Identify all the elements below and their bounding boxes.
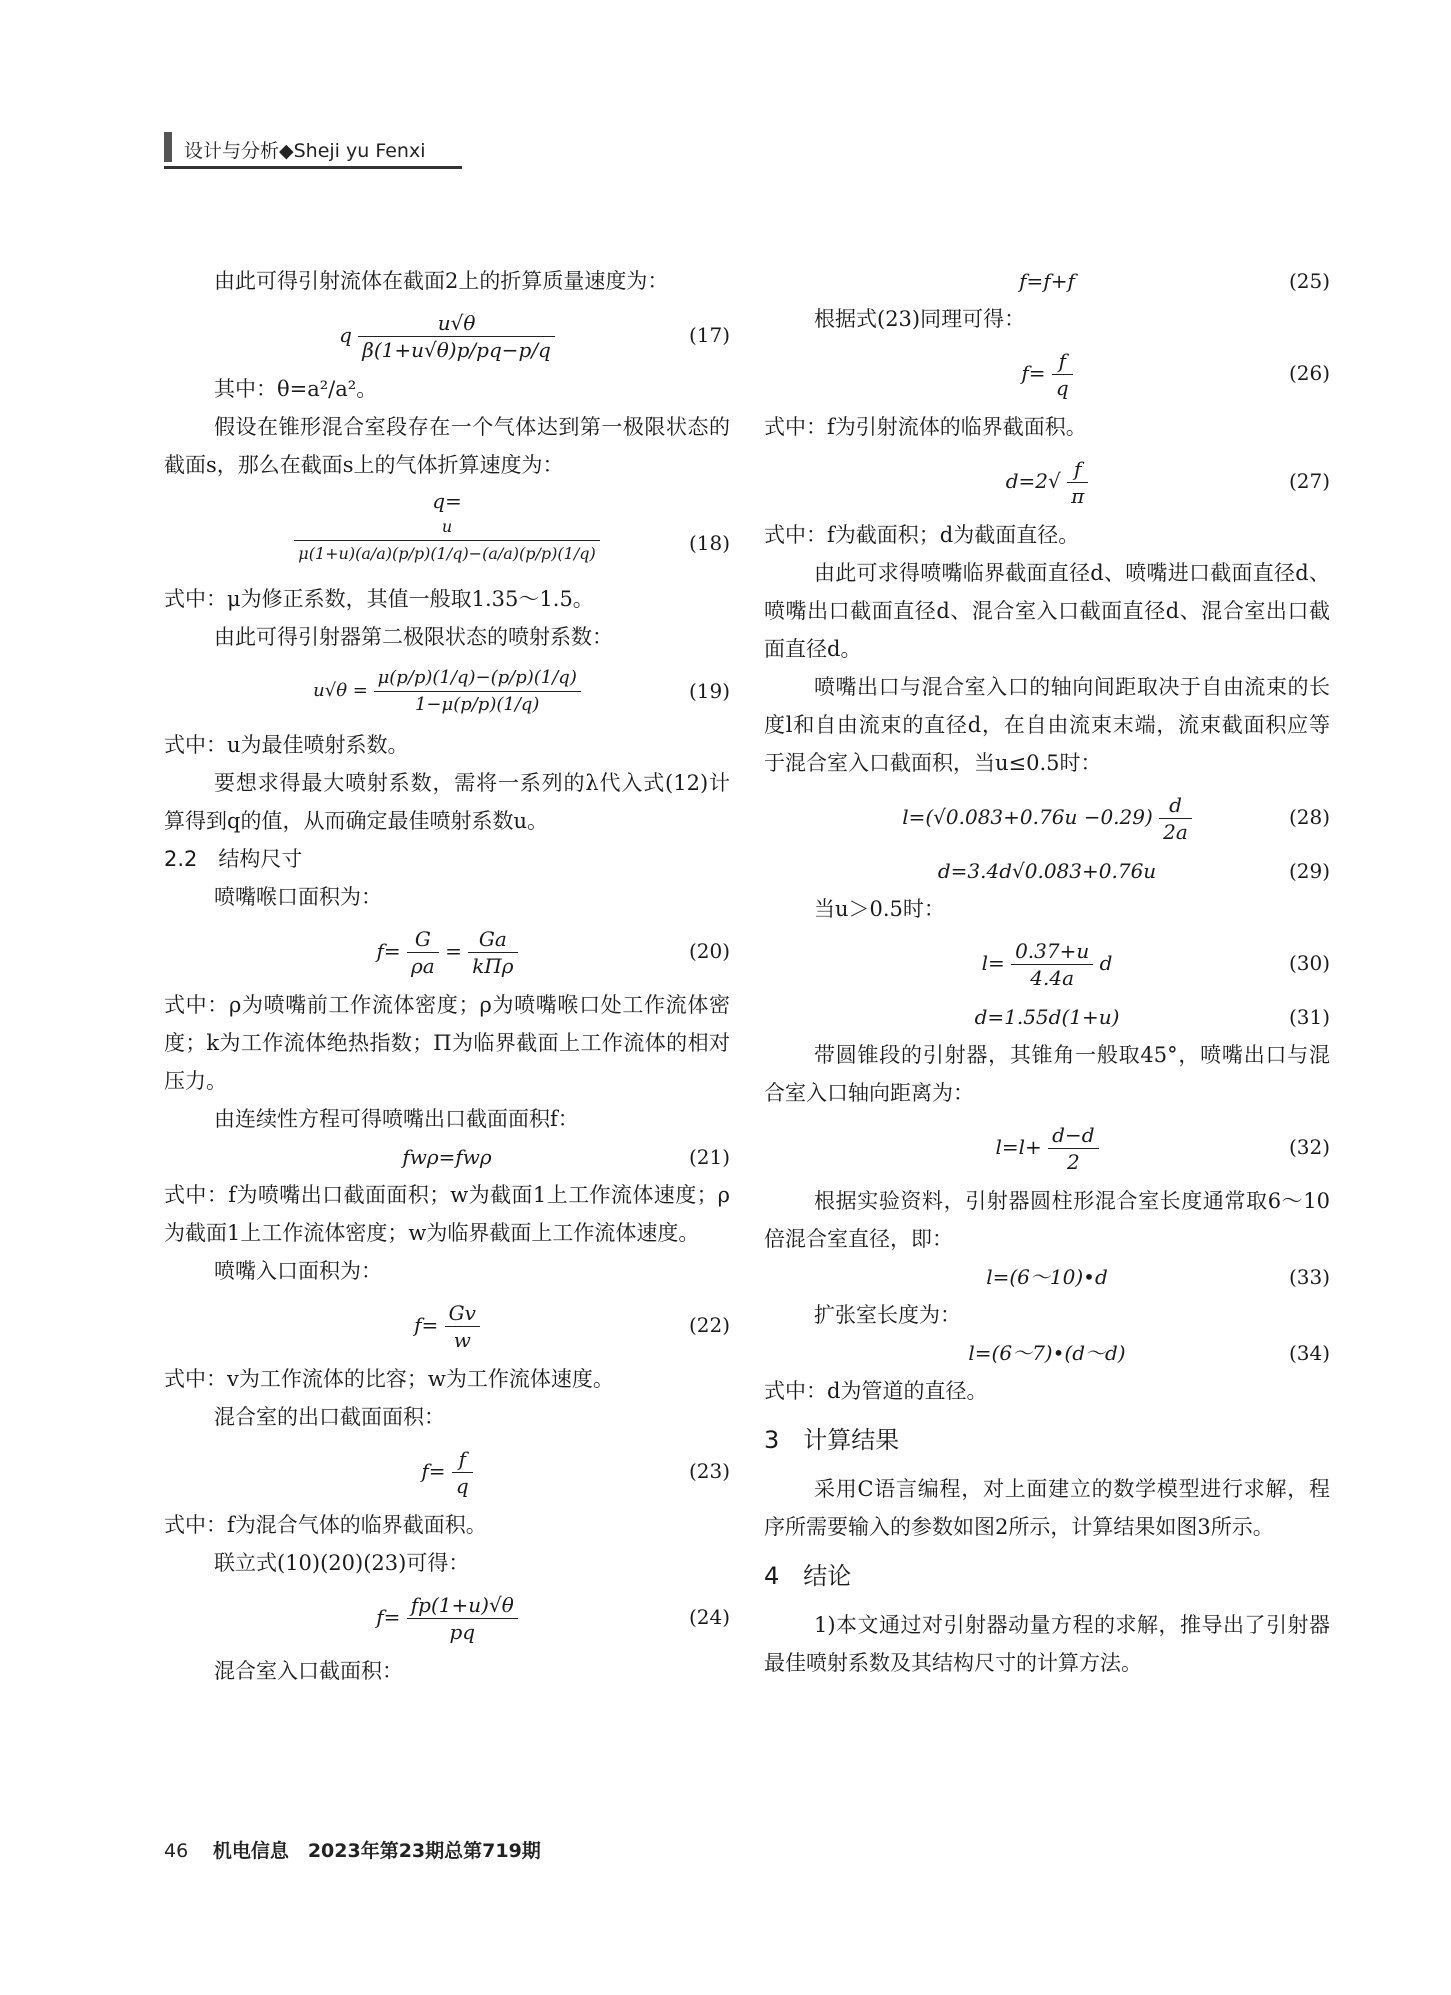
paragraph: 式中：u为最佳喷射系数。 <box>164 733 409 757</box>
eq-fraction <box>358 310 555 363</box>
equation-31 <box>764 998 1330 1036</box>
eq-fraction <box>468 926 517 979</box>
section-heading: 4 结论 <box>764 1562 852 1590</box>
eq-fraction <box>1011 938 1093 991</box>
equation-19 <box>164 656 730 726</box>
paragraph: 式中：f为截面积；d为截面直径。 <box>764 523 1080 547</box>
eq-fraction <box>1048 1122 1098 1175</box>
paragraph: 式中：v为工作流体的比容；w为工作流体速度。 <box>164 1367 614 1391</box>
equation-24 <box>164 1582 730 1652</box>
eq-lhs: f= <box>414 1313 439 1337</box>
eq-rhs: d <box>1099 951 1113 975</box>
paragraph: 联立式(10)(20)(23)可得： <box>214 1551 470 1575</box>
eq-denominator: kΠρ <box>472 954 514 978</box>
eq-numerator: f <box>1067 456 1088 483</box>
eq-numerator: Ga <box>468 926 517 953</box>
equation-34 <box>764 1334 1330 1372</box>
equation-26 <box>764 338 1330 408</box>
paragraph: 1)本文通过对引射器动量方程的求解，推导出了引射器最佳喷射系数及其结构尺寸的计算方法。 <box>764 1613 1330 1675</box>
eq-lhs: l=(√0.083+0.76u −0.29) <box>902 805 1153 829</box>
paragraph: 混合室入口截面积： <box>214 1659 403 1683</box>
equation-number: (31) <box>1288 1005 1330 1029</box>
eq-numerator: μ(p/p)(1/q)−(p/p)(1/q) <box>374 665 581 692</box>
equation-number: (19) <box>688 679 730 703</box>
paragraph: 要想求得最大喷射系数，需将一系列的λ代入式(12)计算得到q的值，从而确定最佳喷射系数u。 <box>164 771 730 833</box>
eq-numerator: G <box>407 926 439 953</box>
equation-number: (32) <box>1288 1135 1330 1159</box>
paragraph: 由此可得引射器第二极限状态的喷射系数： <box>214 625 613 649</box>
paragraph: 式中：d为管道的直径。 <box>764 1379 988 1403</box>
eq-expression: d=1.55d(1+u) <box>974 1005 1120 1029</box>
equation-number: (18) <box>688 531 730 555</box>
equation-number: (17) <box>688 323 730 347</box>
equation-20 <box>164 916 730 986</box>
equation-21 <box>164 1138 730 1176</box>
paragraph: 式中：f为引射流体的临界截面积。 <box>764 415 1087 439</box>
eq-lhs: l=l+ <box>995 1135 1042 1159</box>
eq-expression: fwρ=fwρ <box>402 1145 492 1169</box>
paragraph: 喷嘴出口与混合室入口的轴向间距取决于自由流束的长度l和自由流束的直径d，在自由流束末端，流束截面积应等于混合室入口截面积，当u≤0.5时： <box>764 675 1330 775</box>
eq-numerator: u <box>294 514 599 541</box>
equation-number: (20) <box>688 939 730 963</box>
eq-numerator: f <box>452 1446 473 1473</box>
equation-number: (29) <box>1288 859 1330 883</box>
eq-denominator: q <box>1055 376 1069 400</box>
paragraph: 式中：f为混合气体的临界截面积。 <box>164 1513 487 1537</box>
journal-info: 机电信息 2023年第23期总第719期 <box>212 1840 541 1862</box>
paragraph: 喷嘴喉口面积为： <box>214 885 382 909</box>
eq-lhs: f= <box>376 939 401 963</box>
running-header <box>164 128 464 168</box>
eq-denominator: q <box>455 1474 469 1498</box>
paragraph: 根据实验资料，引射器圆柱形混合室长度通常取6～10倍混合室直径，即： <box>764 1189 1330 1251</box>
eq-expression: f=f+f <box>1019 269 1075 293</box>
equation-number: (34) <box>1288 1341 1330 1365</box>
page-number: 46 <box>164 1840 189 1862</box>
eq-denominator: w <box>453 1328 471 1352</box>
equation-18 <box>164 484 730 580</box>
eq-equals: = <box>445 939 462 963</box>
eq-lhs: d=2√ <box>1005 469 1061 493</box>
paragraph: 带圆锥段的引射器，其锥角一般取45°，喷嘴出口与混合室入口轴向距离为： <box>764 1043 1330 1105</box>
eq-numerator: d−d <box>1048 1122 1098 1149</box>
section-heading: 3 计算结果 <box>764 1426 900 1454</box>
eq-numerator: Gv <box>445 1300 480 1327</box>
paragraph: 采用C语言编程，对上面建立的数学模型进行求解，程序所需要输入的参数如图2所示，计算结果如图3所示。 <box>764 1477 1330 1539</box>
eq-expression: l=(6～7)•(d～d) <box>968 1341 1126 1365</box>
eq-denominator: β(1+u√θ)p/pq−p/q <box>362 338 551 362</box>
equation-number: (22) <box>688 1313 730 1337</box>
eq-fraction <box>1159 792 1192 845</box>
eq-lhs: q= <box>432 489 462 513</box>
eq-numerator: u√θ <box>358 310 555 337</box>
equation-22 <box>164 1290 730 1360</box>
eq-fraction <box>1067 456 1088 509</box>
eq-fraction <box>445 1300 480 1353</box>
eq-numerator: fp(1+u)√θ <box>407 1592 518 1619</box>
paragraph: 喷嘴入口面积为： <box>214 1259 382 1283</box>
equation-number: (23) <box>688 1459 730 1483</box>
eq-expression: l=(6～10)•d <box>986 1265 1108 1289</box>
eq-fraction <box>407 1592 518 1645</box>
equation-number: (24) <box>688 1605 730 1629</box>
paragraph: 根据式(23)同理可得： <box>814 307 1026 331</box>
right-column <box>764 262 1330 1682</box>
equation-number: (21) <box>688 1145 730 1169</box>
running-title: 设计与分析◆Sheji yu Fenxi <box>184 140 426 162</box>
equation-29 <box>764 852 1330 890</box>
paragraph: 假设在锥形混合室段存在一个气体达到第一极限状态的截面s，那么在截面s上的气体折算速度为： <box>164 415 730 477</box>
paragraph: 扩张室长度为： <box>814 1303 961 1327</box>
eq-fraction <box>407 926 439 979</box>
eq-denominator: ρa <box>411 954 435 978</box>
equation-number: (27) <box>1288 469 1330 493</box>
eq-lhs: f= <box>1021 361 1046 385</box>
eq-denominator: 2 <box>1066 1150 1080 1174</box>
eq-numerator: 0.37+u <box>1011 938 1093 965</box>
equation-23 <box>164 1436 730 1506</box>
paragraph: 式中：f为喷嘴出口截面面积；w为截面1上工作流体速度；ρ为截面1上工作流体密度；w为临界截面上工作流体速度。 <box>164 1183 730 1245</box>
eq-fraction <box>294 514 599 567</box>
eq-denominator: pq <box>449 1620 476 1644</box>
paragraph: 由连续性方程可得喷嘴出口截面面积f： <box>214 1107 579 1131</box>
left-column <box>164 262 730 1690</box>
equation-number: (30) <box>1288 951 1330 975</box>
equation-number: (26) <box>1288 361 1330 385</box>
eq-lhs: u√θ = <box>313 680 368 701</box>
eq-lhs: l= <box>981 951 1005 975</box>
eq-lhs: q <box>339 323 352 347</box>
header-rule <box>164 166 462 169</box>
paragraph: 式中：ρ为喷嘴前工作流体密度；ρ为喷嘴喉口处工作流体密度；k为工作流体绝热指数；Π为临界截面上工作流体的相对压力。 <box>164 993 730 1093</box>
page-footer <box>164 1836 541 1863</box>
equation-32 <box>764 1112 1330 1182</box>
eq-lhs: f= <box>376 1605 401 1629</box>
paragraph: 当u＞0.5时： <box>814 897 945 921</box>
eq-denominator: μ(1+u)(a/a)(p/p)(1/q)−(a/a)(p/p)(1/q) <box>298 544 596 563</box>
paragraph: 由此可得引射流体在截面2上的折算质量速度为： <box>214 269 669 293</box>
eq-denominator: 2a <box>1163 820 1188 844</box>
equation-27 <box>764 446 1330 516</box>
eq-fraction <box>374 665 581 718</box>
paragraph: 由此可求得喷嘴临界截面直径d、喷嘴进口截面直径d、喷嘴出口截面直径d、混合室入口截面直径d、混合室出口截面直径d。 <box>764 561 1330 661</box>
eq-numerator: f <box>1052 348 1073 375</box>
eq-denominator: π <box>1071 484 1085 508</box>
eq-numerator: d <box>1159 792 1192 819</box>
equation-25 <box>764 262 1330 300</box>
eq-expression: d=3.4d√0.083+0.76u <box>937 859 1157 883</box>
eq-denominator: 1−μ(p/p)(1/q) <box>414 693 540 715</box>
paragraph: 其中：θ=a²/a²。 <box>214 377 378 401</box>
header-bar <box>164 132 172 162</box>
eq-denominator: 4.4a <box>1030 966 1075 990</box>
equation-30 <box>764 928 1330 998</box>
equation-33 <box>764 1258 1330 1296</box>
eq-fraction <box>452 1446 473 1499</box>
eq-fraction <box>1052 348 1073 401</box>
equation-28 <box>764 782 1330 852</box>
section-heading: 2.2 结构尺寸 <box>164 847 303 871</box>
equation-number: (28) <box>1288 805 1330 829</box>
equation-17 <box>164 300 730 370</box>
equation-number: (33) <box>1288 1265 1330 1289</box>
eq-lhs: f= <box>421 1459 446 1483</box>
paragraph: 混合室的出口截面面积： <box>214 1405 445 1429</box>
equation-number: (25) <box>1288 269 1330 293</box>
paragraph: 式中：μ为修正系数，其值一般取1.35～1.5。 <box>164 587 594 611</box>
